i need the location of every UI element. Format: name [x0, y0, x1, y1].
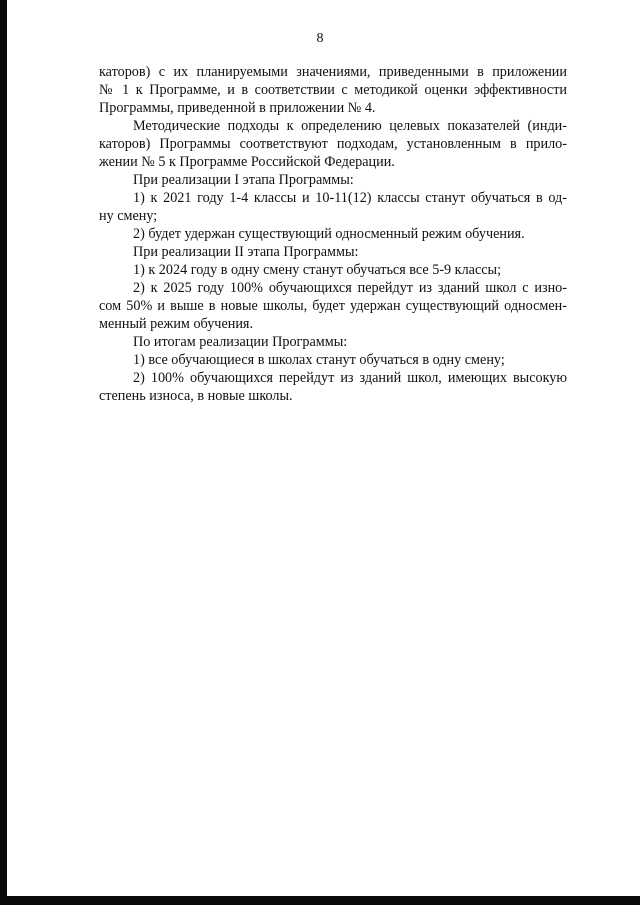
text-line: Методические подходы к определению целевых показателей (инди- — [133, 118, 567, 134]
text-line: При реализации II этапа Программы: — [133, 244, 359, 260]
text-line: 2) 100% обучающихся перейдут из зданий школ, имеющих высокую — [133, 370, 567, 386]
text-line: № 1 к Программе, и в соответствии с методикой оценки эффективности — [99, 82, 567, 98]
page-number: 8 — [316, 31, 324, 46]
text-line: При реализации I этапа Программы: — [133, 172, 354, 188]
text-line: 2) к 2025 году 100% обучающихся перейдут из зданий школ с изно- — [133, 280, 567, 296]
text-line: ну смену; — [99, 208, 158, 224]
text-line: жении № 5 к Программе Российской Федерации. — [99, 154, 395, 170]
text-line: 2) будет удержан существующий односменный режим обучения. — [133, 226, 525, 242]
text-line: По итогам реализации Программы: — [133, 334, 348, 350]
scan-left-edge — [0, 0, 7, 905]
text-line: каторов) Программы соответствуют подходам, установленным в прило- — [99, 136, 567, 152]
text-line: степень износа, в новые школы. — [99, 388, 293, 404]
text-line: 1) к 2024 году в одну смену станут обучаться все 5-9 классы; — [133, 262, 502, 278]
text-line: каторов) с их планируемыми значениями, приведенными в приложении — [99, 64, 567, 80]
text-line: менный режим обучения. — [99, 316, 253, 332]
scan-bottom-edge — [0, 896, 640, 905]
text-line: 1) к 2021 году 1-4 классы и 10-11(12) классы станут обучаться в од- — [133, 190, 567, 206]
text-line: Программы, приведенной в приложении № 4. — [99, 100, 376, 116]
text-line: сом 50% и выше в новые школы, будет удержан существующий односмен- — [99, 298, 567, 314]
text-line: 1) все обучающиеся в школах станут обучаться в одну смену; — [133, 352, 505, 368]
